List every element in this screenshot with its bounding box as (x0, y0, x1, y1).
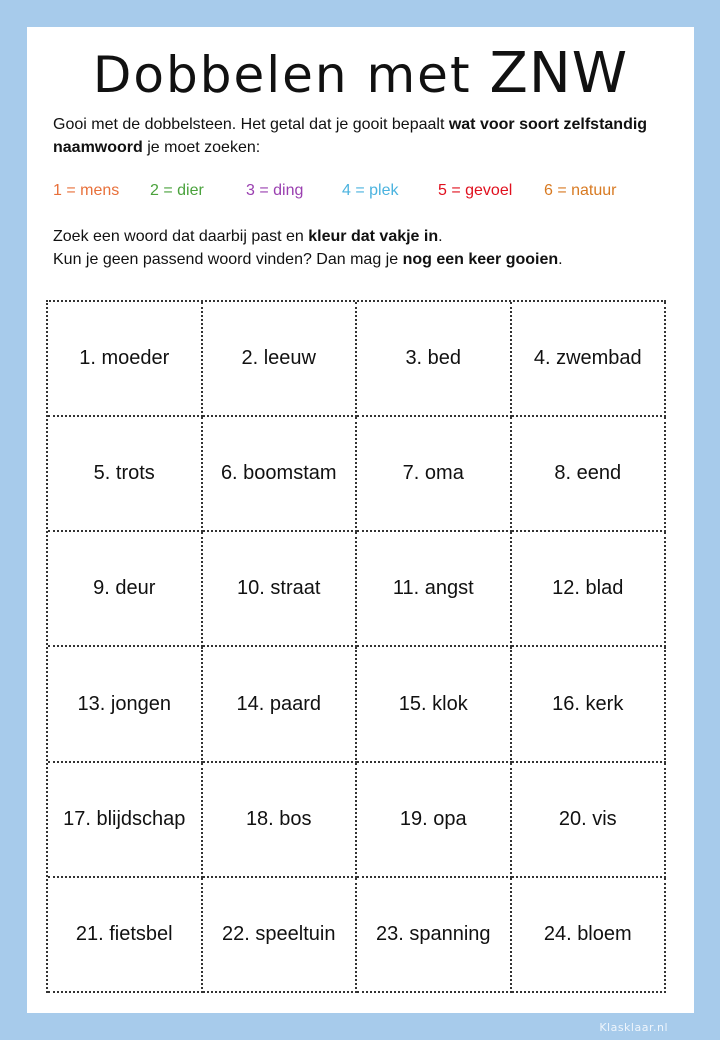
word-cell[interactable]: 17. blijdschap (48, 763, 203, 878)
instruction-1-end: . (438, 228, 443, 245)
instructions (53, 225, 673, 271)
legend-item-1: 1 = mens (53, 182, 120, 199)
instruction-2-bold: nog een keer gooien (402, 251, 559, 268)
word-cell[interactable]: 24. bloem (512, 878, 667, 993)
word-cell[interactable]: 15. klok (357, 647, 512, 762)
word-cell[interactable]: 3. bed (357, 302, 512, 417)
instruction-1-bold: kleur dat vakje in (308, 228, 439, 245)
legend-item-6: 6 = natuur (544, 182, 617, 199)
word-cell[interactable]: 18. bos (203, 763, 358, 878)
word-cell[interactable]: 8. eend (512, 417, 667, 532)
title-accent: ZNW (489, 41, 629, 106)
legend-item-2: 2 = dier (150, 182, 204, 199)
credit-watermark: Klasklaar.nl (599, 1021, 668, 1034)
word-cell[interactable]: 10. straat (203, 532, 358, 647)
worksheet-card (27, 27, 694, 1013)
page-title (27, 41, 694, 106)
instruction-2-end: . (558, 251, 563, 268)
word-cell[interactable]: 1. moeder (48, 302, 203, 417)
word-cell[interactable]: 5. trots (48, 417, 203, 532)
instruction-line-1 (53, 225, 673, 248)
intro-part1: Gooi met de dobbelsteen. Het getal dat je gooit bepaalt (53, 116, 449, 133)
word-cell[interactable]: 6. boomstam (203, 417, 358, 532)
instruction-line-2 (53, 248, 673, 271)
instruction-2-text: Kun je geen passend woord vinden? Dan mag je (53, 251, 403, 268)
title-main: Dobbelen met (92, 46, 490, 104)
intro-part2: je moet zoeken: (142, 139, 261, 156)
word-cell[interactable]: 7. oma (357, 417, 512, 532)
word-cell[interactable]: 21. fietsbel (48, 878, 203, 993)
intro-text (53, 113, 673, 159)
legend-item-4: 4 = plek (342, 182, 399, 199)
word-grid (46, 300, 666, 993)
dice-legend (53, 182, 673, 200)
word-cell[interactable]: 4. zwembad (512, 302, 667, 417)
word-cell[interactable]: 2. leeuw (203, 302, 358, 417)
word-cell[interactable]: 20. vis (512, 763, 667, 878)
legend-item-5: 5 = gevoel (438, 182, 513, 199)
instruction-1-text: Zoek een woord dat daarbij past en (53, 228, 309, 245)
legend-item-3: 3 = ding (246, 182, 304, 199)
word-cell[interactable]: 14. paard (203, 647, 358, 762)
word-cell[interactable]: 9. deur (48, 532, 203, 647)
word-cell[interactable]: 22. speeltuin (203, 878, 358, 993)
word-cell[interactable]: 11. angst (357, 532, 512, 647)
intro-bold: wat voor soort zelfstandig naamwoord (53, 116, 648, 156)
word-cell[interactable]: 19. opa (357, 763, 512, 878)
word-cell[interactable]: 13. jongen (48, 647, 203, 762)
word-cell[interactable]: 23. spanning (357, 878, 512, 993)
word-cell[interactable]: 12. blad (512, 532, 667, 647)
word-cell[interactable]: 16. kerk (512, 647, 667, 762)
